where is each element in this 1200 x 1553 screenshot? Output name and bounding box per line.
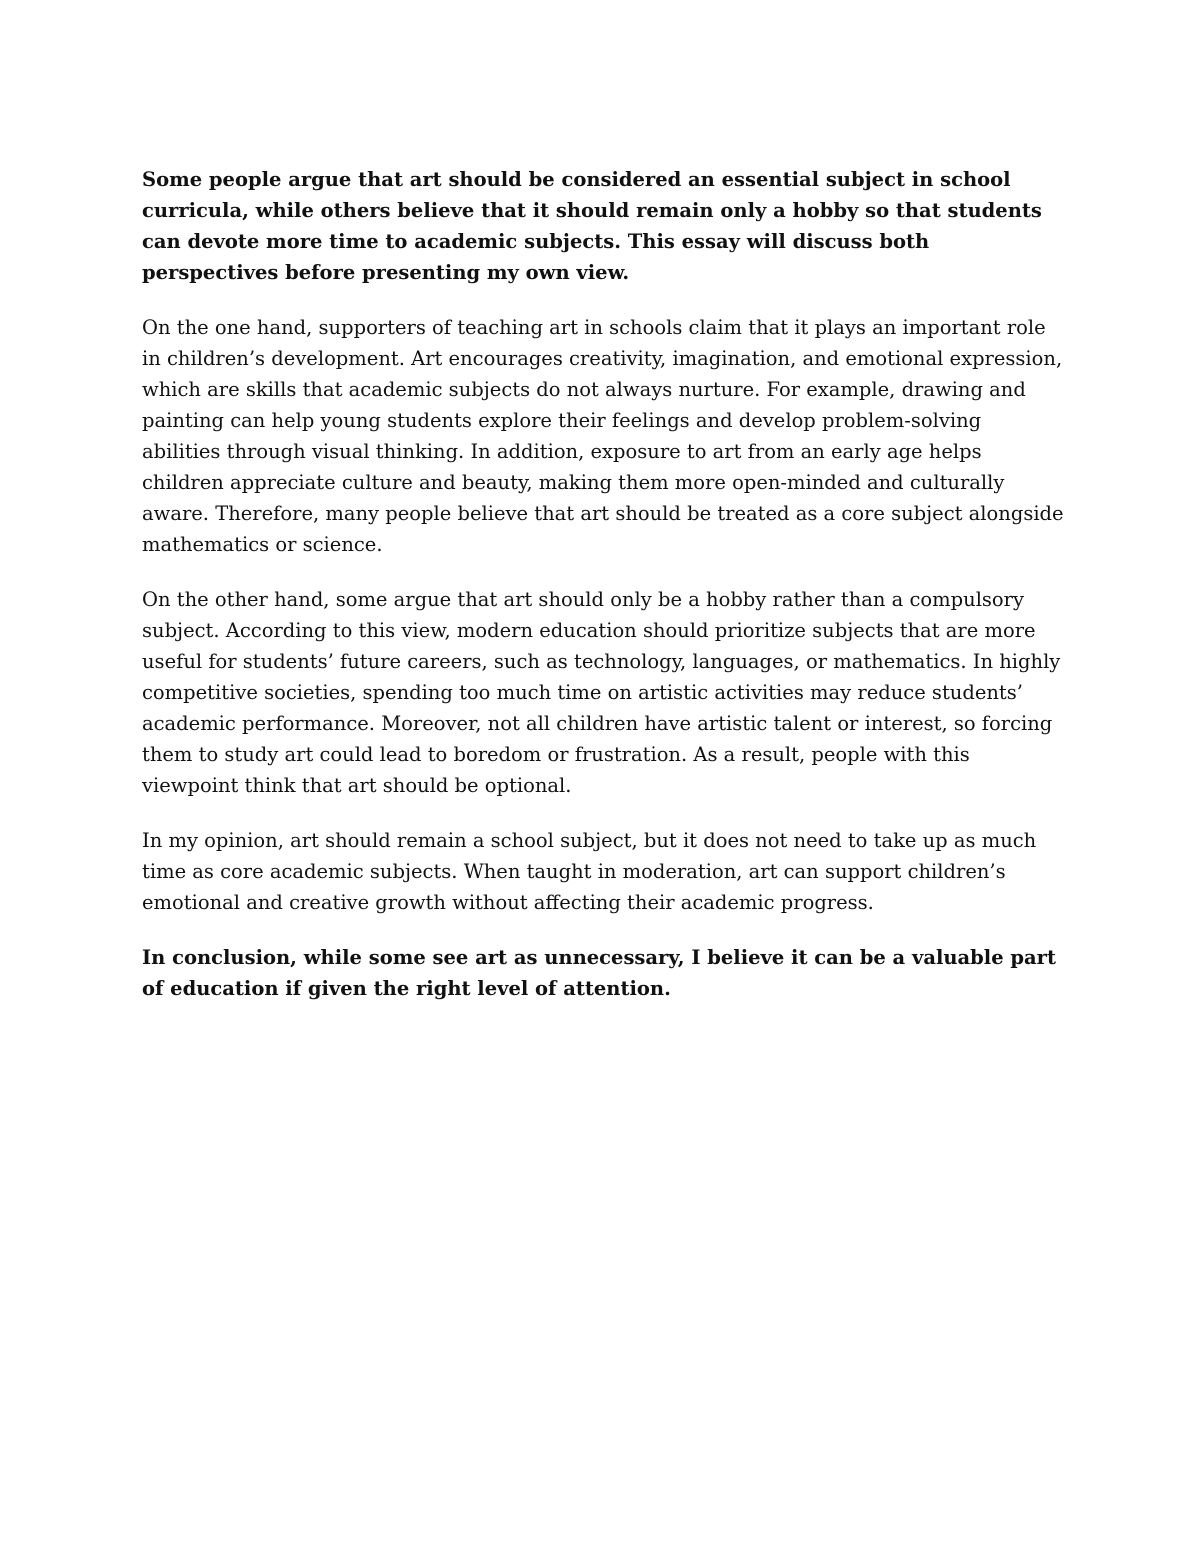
essay-body xyxy=(142,164,1064,1028)
body-paragraph-opponents: On the other hand, some argue that art should only be a hobby rather than a compulsory subject. According to this view, modern education should prioritize subjects that are more useful for students’ future careers, such as technology, languages, or mathematics. In highly competitive societies, spending too much time on artistic activities may reduce students’ academic performance. Moreover, not all children have artistic talent or interest, so forcing them to study art could lead to boredom or frustration. As a result, people with this viewpoint think that art should be optional. xyxy=(142,588,1061,797)
opinion-paragraph: In my opinion, art should remain a school subject, but it does not need to take up as much time as core academic subjects. When taught in moderation, art can support children’s emotional and creative growth without affecting their academic progress. xyxy=(142,829,1037,914)
introduction-paragraph: Some people argue that art should be considered an essential subject in school curricula, while others believe that it should remain only a hobby so that students can devote more time to academic subjects. This essay will discuss both perspectives before presenting my own view. xyxy=(142,168,1042,284)
body-paragraph-supporters: On the one hand, supporters of teaching art in schools claim that it plays an important role in children’s development. Art encourages creativity, imagination, and emotional expression, which are skills that academic subjects do not always nurture. For example, drawing and painting can help young students explore their feelings and develop problem-solving abilities through visual thinking. In addition, exposure to art from an early age helps children appreciate culture and beauty, making them more open-minded and culturally aware. Therefore, many people believe that art should be treated as a core subject alongside mathematics or science. xyxy=(142,316,1064,556)
conclusion-paragraph: In conclusion, while some see art as unnecessary, I believe it can be a valuable part of education if given the right level of attention. xyxy=(142,946,1056,1000)
